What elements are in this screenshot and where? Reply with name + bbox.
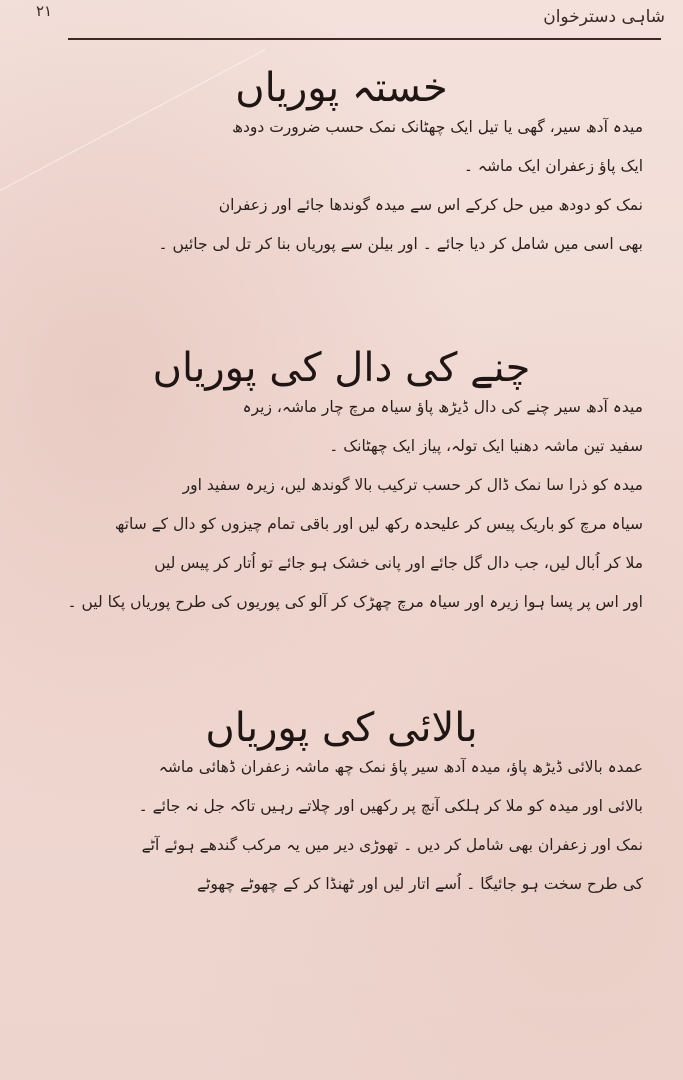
recipe-chane-ki-dal-ki-puriyan (40, 340, 643, 630)
recipe-balai-ki-puriyan (40, 700, 643, 912)
recipe-title: خستہ پوریاں (235, 65, 448, 111)
recipe-line: ملا کر اُبال لیں، جب دال گل جائے اور پانی خشک ہو جائے تو اُتار کر پیس لیں (154, 554, 643, 572)
recipe-line: سیاہ مرچ کو باریک پیس کر علیحدہ رکھ لیں اور باقی تمام چیزوں کو دال کے ساتھ (114, 515, 643, 533)
header-rule (68, 38, 661, 40)
recipe-line: سفید تین ماشہ دھنیا ایک تولہ، پیاز ایک چھٹانک ۔ (329, 437, 643, 455)
page-header (8, 0, 665, 44)
recipe-line: میدہ کو ذرا سا نمک ڈال کر حسب ترکیب بالا گوندھ لیں، زیرہ سفید اور (182, 476, 643, 494)
recipe-khasta-puriyan (40, 60, 643, 272)
recipe-line: بھی اسی میں شامل کر دیا جائے ۔ اور بیلن سے پوریاں بنا کر تل لی جائیں ۔ (158, 235, 643, 253)
recipe-line: نمک اور زعفران بھی شامل کر دیں ۔ تھوڑی دیر میں یہ مرکب گندھے ہوئے آٹے (141, 836, 643, 854)
page-number: ۲۱ (36, 2, 53, 20)
recipe-line: میدہ آدھ سیر، گھی یا تیل ایک چھٹانک نمک حسب ضرورت دودھ (232, 118, 643, 136)
running-head: شاہی دسترخوان (543, 7, 665, 27)
recipe-line: بالائی اور میدہ کو ملا کر ہلکی آنچ پر رکھیں اور چلاتے رہیں تاکہ جل نہ جائے ۔ (138, 797, 643, 815)
recipe-line: عمدہ بالائی ڈیڑھ پاؤ، میدہ آدھ سیر پاؤ نمک چھ ماشہ زعفران ڈھائی ماشہ (158, 758, 643, 776)
recipe-line: اور اس پر پسا ہوا زیرہ اور سیاہ مرچ چھڑک کر آلو کی پوریوں کی طرح پوریاں پکا لیں ۔ (67, 593, 643, 611)
recipe-line: کی طرح سخت ہو جائیگا ۔ اُسے اتار لیں اور ٹھنڈا کر کے چھوٹے چھوٹے (196, 875, 643, 893)
recipe-title: بالائی کی پوریاں (205, 705, 478, 751)
recipe-line: ایک پاؤ زعفران ایک ماشہ ۔ (463, 157, 643, 175)
recipe-line: میدہ آدھ سیر چنے کی دال ڈیڑھ پاؤ سیاہ مرچ چار ماشہ، زیرہ (242, 398, 643, 416)
recipe-title: چنے کی دال کی پوریاں (152, 345, 531, 391)
recipe-line: نمک کو دودھ میں حل کرکے اس سے میدہ گوندھا جائے اور زعفران (218, 196, 643, 214)
